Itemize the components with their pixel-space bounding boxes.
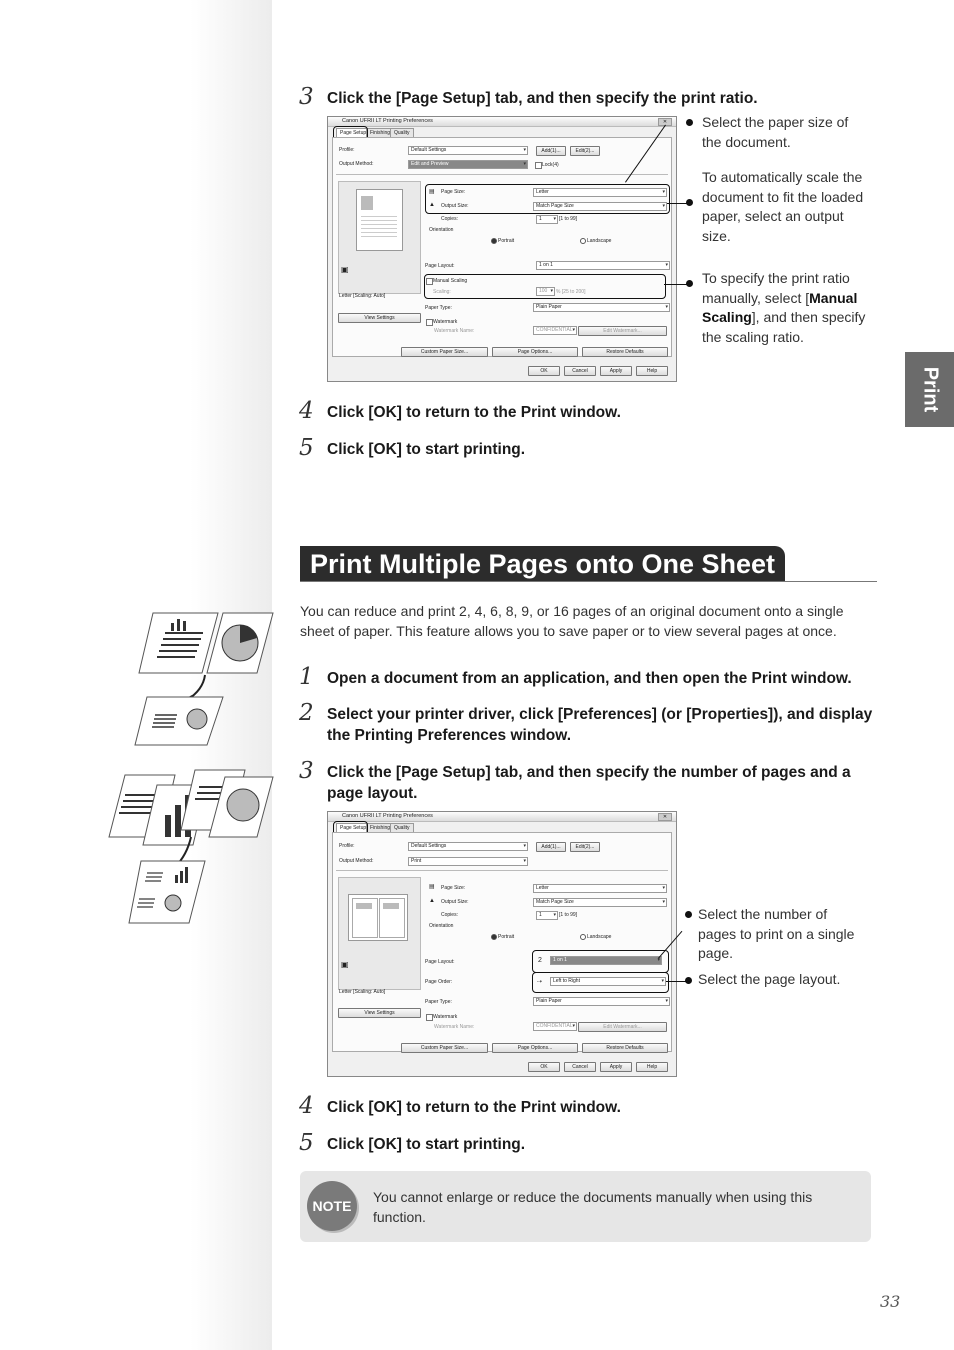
edit-button[interactable]: Edit(2)... xyxy=(570,842,600,852)
divider xyxy=(336,174,668,175)
view-settings-button[interactable]: View Settings xyxy=(338,313,421,323)
close-icon[interactable]: ✕ xyxy=(658,118,672,126)
copies-range: [1 to 99] xyxy=(559,912,578,918)
callout-dot xyxy=(685,911,692,918)
output-method-select[interactable]: Print ▾ xyxy=(408,857,528,866)
portrait-radio[interactable] xyxy=(491,238,497,244)
dialog-title: Canon UFRII LT Printing Preferences xyxy=(342,813,433,819)
apply-button[interactable]: Apply xyxy=(600,366,632,376)
n-up-illustration xyxy=(95,605,275,930)
scaling-range: % [25 to 200] xyxy=(556,289,586,295)
highlight-manual-scaling xyxy=(424,274,666,299)
output-size-label: Output Size: xyxy=(441,203,469,209)
page-preview xyxy=(348,894,408,941)
callout-output-size: To automatically scale the document to fit the loaded paper, select an output size. xyxy=(702,169,864,244)
ok-button[interactable]: OK xyxy=(528,1062,560,1072)
portrait-label: Portrait xyxy=(498,238,515,244)
tab-finishing[interactable]: Finishing xyxy=(366,128,394,138)
printing-preferences-dialog xyxy=(327,116,677,382)
chapter-tab[interactable] xyxy=(905,352,954,427)
portrait-radio[interactable] xyxy=(491,934,497,940)
portrait-label: Portrait xyxy=(498,934,515,940)
tab-quality[interactable]: Quality xyxy=(390,128,414,138)
watermark-label: Watermark xyxy=(433,319,458,325)
note-icon: NOTE xyxy=(307,1181,357,1231)
step-number: 5 xyxy=(299,435,314,461)
watermark-name-label: Watermark Name: xyxy=(434,1024,475,1030)
step-text: Click [OK] to return to the Print window. xyxy=(327,1099,621,1116)
callout-dot xyxy=(686,280,693,287)
highlight-page-order xyxy=(532,972,669,993)
page-layout-select[interactable]: 1 on 1 ▾ xyxy=(550,956,662,965)
page-order-icon: ⇢ xyxy=(537,979,543,985)
page-layout-select[interactable]: 1 on 1 ▾ xyxy=(536,261,670,270)
chapter-tab-label: Print xyxy=(919,366,941,413)
landscape-label: Landscape xyxy=(587,934,612,940)
highlight-size-settings xyxy=(425,184,670,214)
view-settings-button[interactable]: View Settings xyxy=(338,1008,421,1018)
callout-paper-size: Select the paper size of the document. xyxy=(702,114,849,150)
step-number: 1 xyxy=(299,664,314,690)
watermark-checkbox[interactable] xyxy=(426,319,433,326)
page-number: 33 xyxy=(880,1292,901,1311)
watermark-select[interactable]: CONFIDENTIAL ▾ xyxy=(533,1022,577,1031)
page-layout-label: Page Layout: xyxy=(425,959,455,965)
help-button[interactable]: Help xyxy=(636,1062,668,1072)
copies-input[interactable]: 1 ▾ xyxy=(536,215,558,224)
tab-quality[interactable]: Quality xyxy=(390,823,414,833)
profile-label: Profile: xyxy=(339,843,355,849)
callout-manual-scaling: To specify the print ratio manually, select [Manual Scaling], and then specify the scaling ratio. xyxy=(702,270,866,345)
output-method-label: Output Method: xyxy=(339,161,374,167)
step-text: Click [OK] to return to the Print window. xyxy=(327,404,621,421)
copies-range: [1 to 99] xyxy=(559,216,578,222)
scaling-label: Scaling: xyxy=(433,289,451,295)
tab-page-setup[interactable]: Page Setup xyxy=(336,823,370,833)
step-number: 5 xyxy=(299,1130,314,1156)
watermark-checkbox[interactable] xyxy=(426,1014,433,1021)
output-method-label: Output Method: xyxy=(339,858,374,864)
step-text: Click the [Page Setup] tab, and then specify the print ratio. xyxy=(327,90,758,107)
profile-select[interactable]: Default Settings ▾ xyxy=(408,146,528,155)
printer-icon: ▣ xyxy=(341,960,349,969)
output-size-select[interactable]: Match Page Size ▾ xyxy=(533,202,667,211)
dialog-title: Canon UFRII LT Printing Preferences xyxy=(342,118,433,124)
manual-scaling-label: Manual Scaling xyxy=(433,278,468,284)
page-options-button[interactable]: Page Options... xyxy=(492,347,578,357)
output-size-icon: ▲ xyxy=(429,898,435,904)
custom-paper-button[interactable]: Custom Paper Size... xyxy=(401,347,488,357)
profile-label: Profile: xyxy=(339,147,355,153)
highlight-page-layout xyxy=(532,950,669,973)
add-button[interactable]: Add(1)... xyxy=(536,842,566,852)
lock-label: Lock(4) xyxy=(542,162,559,168)
restore-defaults-button[interactable]: Restore Defaults xyxy=(582,347,668,357)
landscape-label: Landscape xyxy=(587,238,612,244)
callout-page-layout: Select the number of pages to print on a single page. xyxy=(698,906,855,961)
tab-page-setup[interactable]: Page Setup xyxy=(336,128,370,138)
preview-caption: Letter [Scaling: Auto] xyxy=(339,989,386,995)
output-size-label: Output Size: xyxy=(441,899,469,905)
help-button[interactable]: Help xyxy=(636,366,668,376)
page-options-button[interactable]: Page Options... xyxy=(492,1043,578,1053)
page-size-label: Page Size: xyxy=(441,885,466,891)
section-title: Print Multiple Pages onto One Sheet xyxy=(300,546,785,582)
custom-paper-button[interactable]: Custom Paper Size... xyxy=(401,1043,488,1053)
output-size-icon: ▲ xyxy=(429,202,435,208)
step-number: 4 xyxy=(299,398,314,424)
paper-type-label: Paper Type: xyxy=(425,305,452,311)
watermark-label: Watermark xyxy=(433,1014,458,1020)
orientation-label: Orientation xyxy=(429,923,454,929)
divider xyxy=(336,870,668,871)
edit-button[interactable]: Edit(2)... xyxy=(570,146,600,156)
cancel-button[interactable]: Cancel xyxy=(564,366,596,376)
paper-type-label: Paper Type: xyxy=(425,999,452,1005)
step-text: Click [OK] to start printing. xyxy=(327,441,526,458)
profile-select[interactable]: Default Settings ▾ xyxy=(408,842,528,851)
section-intro: You can reduce and print 2, 4, 6, 8, 9, or 16 pages of an original document onto a single sheet of paper. This feature allows you to save paper or to view several pages at once. xyxy=(300,603,844,639)
dialog-titlebar xyxy=(328,812,676,822)
apply-button[interactable]: Apply xyxy=(600,1062,632,1072)
page-preview xyxy=(356,189,403,251)
landscape-radio[interactable] xyxy=(580,934,586,940)
page-size-select[interactable]: Letter ▾ xyxy=(533,884,667,893)
page-size-icon: ▤ xyxy=(429,884,435,890)
step-number: 3 xyxy=(299,84,314,110)
close-icon[interactable]: ✕ xyxy=(658,813,672,821)
ok-button[interactable]: OK xyxy=(528,366,560,376)
watermark-name-label: Watermark Name: xyxy=(434,328,475,334)
orientation-label: Orientation xyxy=(429,227,454,233)
step-text: Click [OK] to start printing. xyxy=(327,1136,526,1153)
callout-dot xyxy=(686,199,693,206)
step-number: 4 xyxy=(299,1093,314,1119)
printing-preferences-dialog xyxy=(327,811,677,1077)
step-text: Click the [Page Setup] tab, and then specify the number of pages and a page layout. xyxy=(327,764,851,802)
preview-caption: Letter [Scaling: Auto] xyxy=(339,293,386,299)
page-size-icon: ▤ xyxy=(429,189,435,195)
lock-checkbox[interactable] xyxy=(535,162,542,169)
paper-type-select[interactable]: Plain Paper ▾ xyxy=(533,303,670,312)
step-text: Select your printer driver, click [Preferences] (or [Properties]), and display the Printing Preferences window. xyxy=(327,706,873,744)
step-number: 2 xyxy=(299,700,314,726)
tab-finishing[interactable]: Finishing xyxy=(366,823,394,833)
copies-input[interactable]: 1 ▾ xyxy=(536,911,558,920)
copies-label: Copies: xyxy=(441,216,458,222)
section-rule xyxy=(300,581,877,582)
printer-icon: ▣ xyxy=(341,265,349,274)
page-order-label: Page Order: xyxy=(425,979,453,985)
restore-defaults-button[interactable]: Restore Defaults xyxy=(582,1043,668,1053)
edit-watermark-button[interactable]: Edit Watermark... xyxy=(578,326,667,336)
page-order-select[interactable]: Left to Right ▾ xyxy=(550,977,666,986)
step-number: 3 xyxy=(299,758,314,784)
paper-type-select[interactable]: Plain Paper ▾ xyxy=(533,997,670,1006)
cancel-button[interactable]: Cancel xyxy=(564,1062,596,1072)
callout-page-order: Select the page layout. xyxy=(698,971,841,987)
page-size-label: Page Size: xyxy=(441,189,466,195)
dialog-titlebar xyxy=(328,117,676,127)
layout-number-icon: 2 xyxy=(538,957,542,964)
output-size-select[interactable]: Match Page Size ▾ xyxy=(533,898,667,907)
output-method-select[interactable]: Edit and Preview ▾ xyxy=(408,160,528,169)
page-size-select[interactable]: Letter ▾ xyxy=(533,188,667,197)
copies-label: Copies: xyxy=(441,912,458,918)
step-text: Open a document from an application, and then open the Print window. xyxy=(327,670,852,687)
landscape-radio[interactable] xyxy=(580,238,586,244)
callout-dot xyxy=(686,119,693,126)
add-button[interactable]: Add(1)... xyxy=(536,146,566,156)
watermark-select[interactable]: CONFIDENTIAL ▾ xyxy=(533,326,577,335)
page-layout-label: Page Layout: xyxy=(425,263,455,269)
scaling-input[interactable]: 100 ▾ xyxy=(536,287,555,296)
note-text: You cannot enlarge or reduce the documents manually when using this function. xyxy=(373,1189,813,1225)
callout-dot xyxy=(685,977,692,984)
edit-watermark-button[interactable]: Edit Watermark... xyxy=(578,1022,667,1032)
